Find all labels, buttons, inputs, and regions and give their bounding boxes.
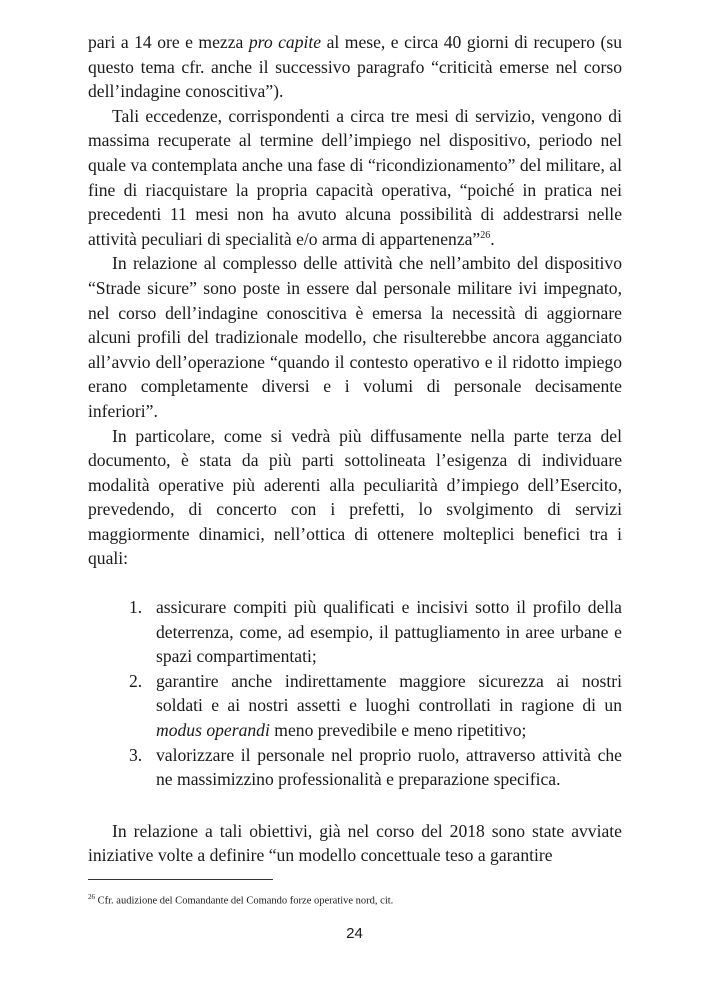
footnote-reference[interactable]: 26 bbox=[480, 229, 491, 241]
list-item bbox=[129, 595, 622, 669]
footnote bbox=[88, 890, 618, 909]
paragraph-2 bbox=[88, 104, 622, 252]
footnote-separator bbox=[88, 879, 273, 880]
paragraph-1-text-b: al mese, e circa 40 giorni di recupero (su questo tema cfr. anche il successivo paragrafo “criticità emerse nel corso dell’indagine conoscitiva”). bbox=[88, 32, 623, 102]
paragraph-2-tail: . bbox=[490, 228, 495, 249]
paragraph-1 bbox=[88, 30, 622, 104]
paragraph-4: In particolare, come si vedrà più diffusamente nella parte terza del documento, è stata da più parti sottolineata l’esigenza di individuare modalità operative più aderenti alla peculiarità d’impiego dell’Esercito, prevedendo, di concerto con i prefetti, lo svolgimento di servizi maggiormente dinamici, nell’ottica di ottenere molteplici benefici tra i quali: bbox=[88, 425, 622, 569]
list-item-text: garantire anche indirettamente maggiore sicurezza ai nostri soldati e ai nostri assetti e luoghi controllati in ragione di un bbox=[156, 670, 622, 716]
document-page bbox=[88, 30, 622, 868]
paragraph-1-text-a: pari a 14 ore e mezza bbox=[88, 32, 249, 52]
spacer bbox=[88, 792, 622, 819]
footnote-mark: 26 bbox=[88, 893, 95, 901]
spacer bbox=[88, 571, 622, 595]
list-item-number: 1. bbox=[129, 597, 143, 618]
list-item bbox=[129, 743, 622, 792]
list-item-number: 3. bbox=[129, 744, 143, 765]
page-number: 24 bbox=[346, 925, 363, 942]
list-item bbox=[129, 669, 622, 743]
paragraph-5: In relazione a tali obiettivi, già nel corso del 2018 sono state avviate iniziative volte a definire “un modello concettuale teso a garantire bbox=[88, 820, 622, 866]
footnote-text: Cfr. audizione del Comandante del Comando forze operative nord, cit. bbox=[95, 895, 394, 907]
paragraph-1-italic: pro capite bbox=[248, 32, 322, 52]
list-item-number: 2. bbox=[129, 670, 143, 691]
paragraph-3: In relazione al complesso delle attività che nell’ambito del dispositivo “Strade sicure” sono poste in essere dal personale militare ivi impegnato, nel corso dell’indagine conoscitiva è emersa la necessità di aggiornare alcuni profili del tradizionale modello, che risulterebbe ancora agganciato all’avvio dell’operazione “quando il contesto operativo e il ridotto impiego erano completamente diversi e i volumi di personale decisamente inferiori”. bbox=[88, 253, 622, 421]
numbered-list bbox=[88, 595, 622, 792]
list-item-italic: modus operandi bbox=[156, 720, 270, 741]
list-item-text: valorizzare il personale nel proprio ruolo, attraverso attività che ne massimizzino professionalità e preparazione specifica. bbox=[156, 744, 622, 790]
list-item-text: assicurare compiti più qualificati e incisivi sotto il profilo della deterrenza, come, ad esempio, il pattugliamento in aree urbane e spazi compartimentati; bbox=[156, 597, 622, 667]
list-item-text-end: meno prevedibile e meno ripetitivo; bbox=[269, 720, 527, 741]
paragraph-2-text: Tali eccedenze, corrispondenti a circa tre mesi di servizio, vengono di massima recuperate al termine dell’impiego nel dispositivo, periodo nel quale va contemplata anche una fase di “ricondizionamento” del militare, al fine di riacquistare la propria capacità operativa, “poiché in pratica nei precedenti 11 mesi non ha avuto alcuna possibilità di addestrarsi nelle attività peculiari di specialità e/o arma di appartenenza” bbox=[88, 105, 622, 249]
